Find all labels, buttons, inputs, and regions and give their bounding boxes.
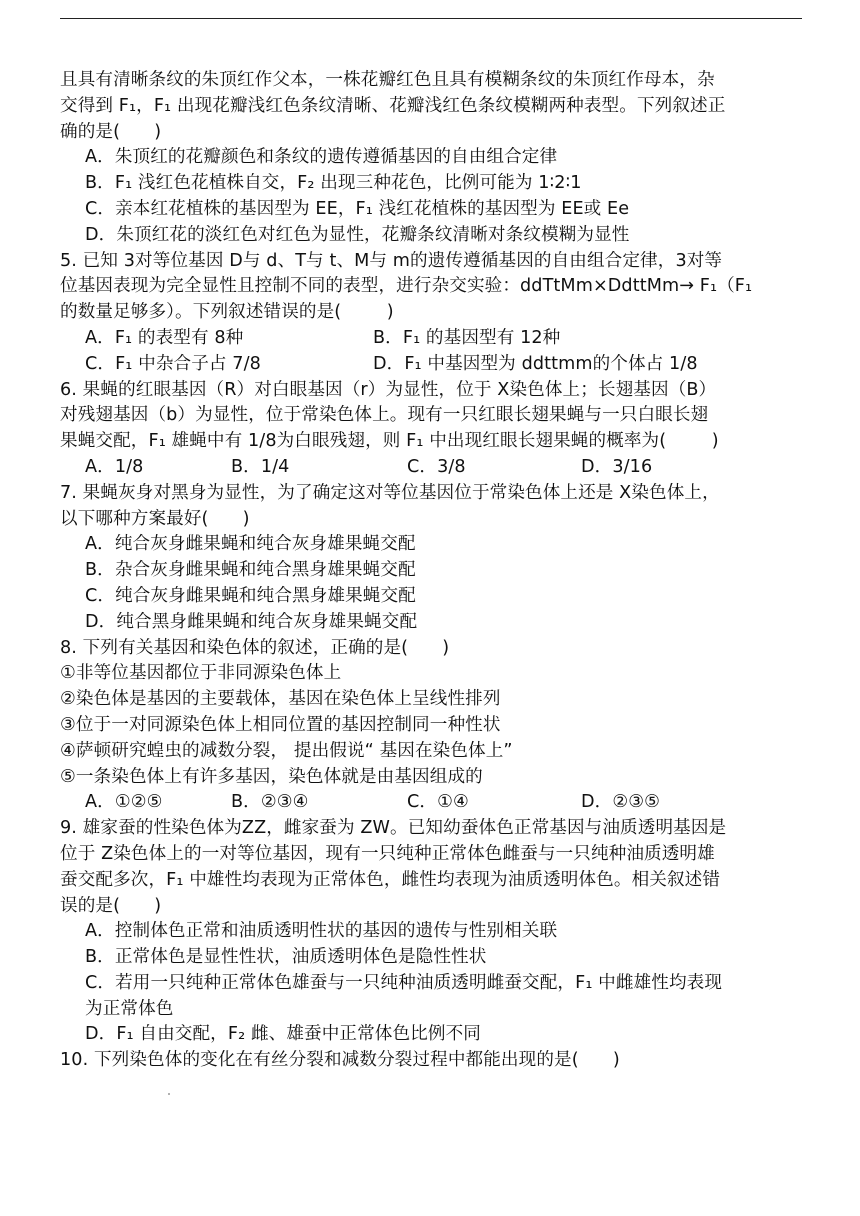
- statement-1: ①非等位基因都位于非同源染色体上: [60, 663, 342, 684]
- stem-line: 蚕交配多次，F₁ 中雄性均表现为正常体色，雌性均表现为油质透明体色。相关叙述错: [60, 869, 721, 890]
- option-c: C．纯合灰身雌果蝇和纯合黑身雄果蝇交配: [85, 585, 416, 606]
- stem-line: 7. 果蝇灰身对黑身为显性，为了确定这对等位基因位于常染色体上还是 X染色体上，: [60, 482, 720, 503]
- option-b: B．F₁ 浅红色花植株自交，F₂ 出现三种花色，比例可能为 1∶2∶1: [85, 173, 582, 194]
- option-d: D．3/16: [581, 456, 653, 477]
- stem-line: 且具有清晰条纹的朱顶红作父本，一株花瓣红色且具有模糊条纹的朱顶红作母本，杂: [60, 70, 715, 90]
- option-b: B．F₁ 的基因型有 12种: [373, 327, 561, 348]
- question-7: [60, 481, 805, 636]
- statement-3: ③位于一对同源染色体上相同位置的基因控制同一种性状: [60, 714, 501, 735]
- option-a: A．纯合灰身雌果蝇和纯合灰身雄果蝇交配: [85, 534, 416, 555]
- stem-line: 10. 下列染色体的变化在有丝分裂和减数分裂过程中都能出现的是( ): [60, 1050, 620, 1071]
- option-d: D．纯合黑身雌果蝇和纯合灰身雄果蝇交配: [85, 611, 418, 632]
- option-b: B．②③④: [231, 792, 309, 813]
- stem-line: 8. 下列有关基因和染色体的叙述，正确的是( ): [60, 637, 450, 658]
- option-a: A．朱顶红的花瓣颜色和条纹的遗传遵循基因的自由组合定律: [85, 147, 558, 168]
- option-c-continued: 为正常体色: [85, 998, 174, 1019]
- option-a: A．①②⑤: [85, 792, 163, 813]
- stem-line: 6. 果蝇的红眼基因（R）对白眼基因（r）为显性，位于 X染色体上；长翅基因（B）: [60, 379, 717, 400]
- stem-line: 以下哪种方案最好( ): [60, 508, 250, 529]
- stem-line: 确的是( ): [60, 121, 162, 142]
- option-c: C．F₁ 中杂合子占 7/8: [85, 353, 261, 374]
- stem-line: 5. 已知 3对等位基因 D与 d、T与 t、M与 m的遗传遵循基因的自由组合定律，3对等: [60, 250, 723, 271]
- statement-4: ④萨顿研究蝗虫的减数分裂， 提出假说“ 基因在染色体上”: [60, 740, 513, 761]
- stem-line: 的数量足够多）。下列叙述错误的是( ): [60, 302, 394, 323]
- option-c: C．①④: [407, 792, 469, 813]
- header-rule: [60, 18, 802, 19]
- option-c: C．亲本红花植株的基因型为 EE，F₁ 浅红花植株的基因型为 EE或 Ee: [85, 198, 630, 219]
- option-b: B．1/4: [231, 456, 290, 477]
- question-9: [60, 816, 805, 1048]
- option-d: D．F₁ 自由交配，F₂ 雌、雄蚕中正常体色比例不同: [85, 1024, 481, 1045]
- statement-5: ⑤一条染色体上有许多基因，染色体就是由基因组成的: [60, 766, 483, 787]
- option-d: D．②③⑤: [581, 792, 660, 813]
- question-6: [60, 378, 805, 481]
- option-d: D．朱顶红花的淡红色对红色为显性，花瓣条纹清晰对条纹模糊为显性: [85, 224, 630, 245]
- option-d: D．F₁ 中基因型为 ddttmm的个体占 1/8: [373, 353, 698, 374]
- option-c: C．若用一只纯种正常体色雄蚕与一只纯种油质透明雌蚕交配，F₁ 中雌雄性均表现: [85, 972, 723, 993]
- stem-line: 位于 Z染色体上的一对等位基因，现有一只纯种正常体色雌蚕与一只纯种油质透明雄: [60, 843, 715, 864]
- option-b: B．杂合灰身雌果蝇和纯合黑身雄果蝇交配: [85, 560, 416, 581]
- stray-mark: [168, 1093, 170, 1095]
- option-row: [60, 352, 805, 378]
- stem-line: 交得到 F₁，F₁ 出现花瓣浅红色条纹清晰、花瓣浅红色条纹模糊两种表型。下列叙述正: [60, 95, 726, 116]
- option-row: [60, 790, 805, 816]
- statement-2: ②染色体是基因的主要载体，基因在染色体上呈线性排列: [60, 689, 501, 710]
- option-row: [60, 326, 805, 352]
- question-4-continued: [60, 68, 805, 249]
- stem-line: 果蝇交配，F₁ 雄蝇中有 1/8为白眼残翅，则 F₁ 中出现红眼长翅果蝇的概率为( ): [60, 431, 719, 452]
- option-row: [60, 455, 805, 481]
- option-a: A．1/8: [85, 456, 144, 477]
- stem-line: 对残翅基因（b）为显性，位于常染色体上。现有一只红眼长翅果蝇与一只白眼长翅: [60, 405, 709, 426]
- question-8: [60, 636, 805, 817]
- page-body: [60, 68, 805, 1074]
- option-a: A．控制体色正常和油质透明性状的基因的遗传与性别相关联: [85, 921, 558, 942]
- question-5: [60, 249, 805, 378]
- question-10: [60, 1048, 805, 1074]
- stem-line: 位基因表现为完全显性且控制不同的表型，进行杂交实验：ddTtMm×DdttMm→ F₁（F₁: [60, 276, 753, 297]
- option-a: A．F₁ 的表型有 8种: [85, 327, 244, 348]
- option-b: B．正常体色是显性性状，油质透明体色是隐性性状: [85, 947, 487, 968]
- stem-line: 9. 雄家蚕的性染色体为ZZ，雌家蚕为 ZW。已知幼蚕体色正常基因与油质透明基因是: [60, 818, 727, 839]
- stem-line: 误的是( ): [60, 895, 162, 916]
- option-c: C．3/8: [407, 456, 466, 477]
